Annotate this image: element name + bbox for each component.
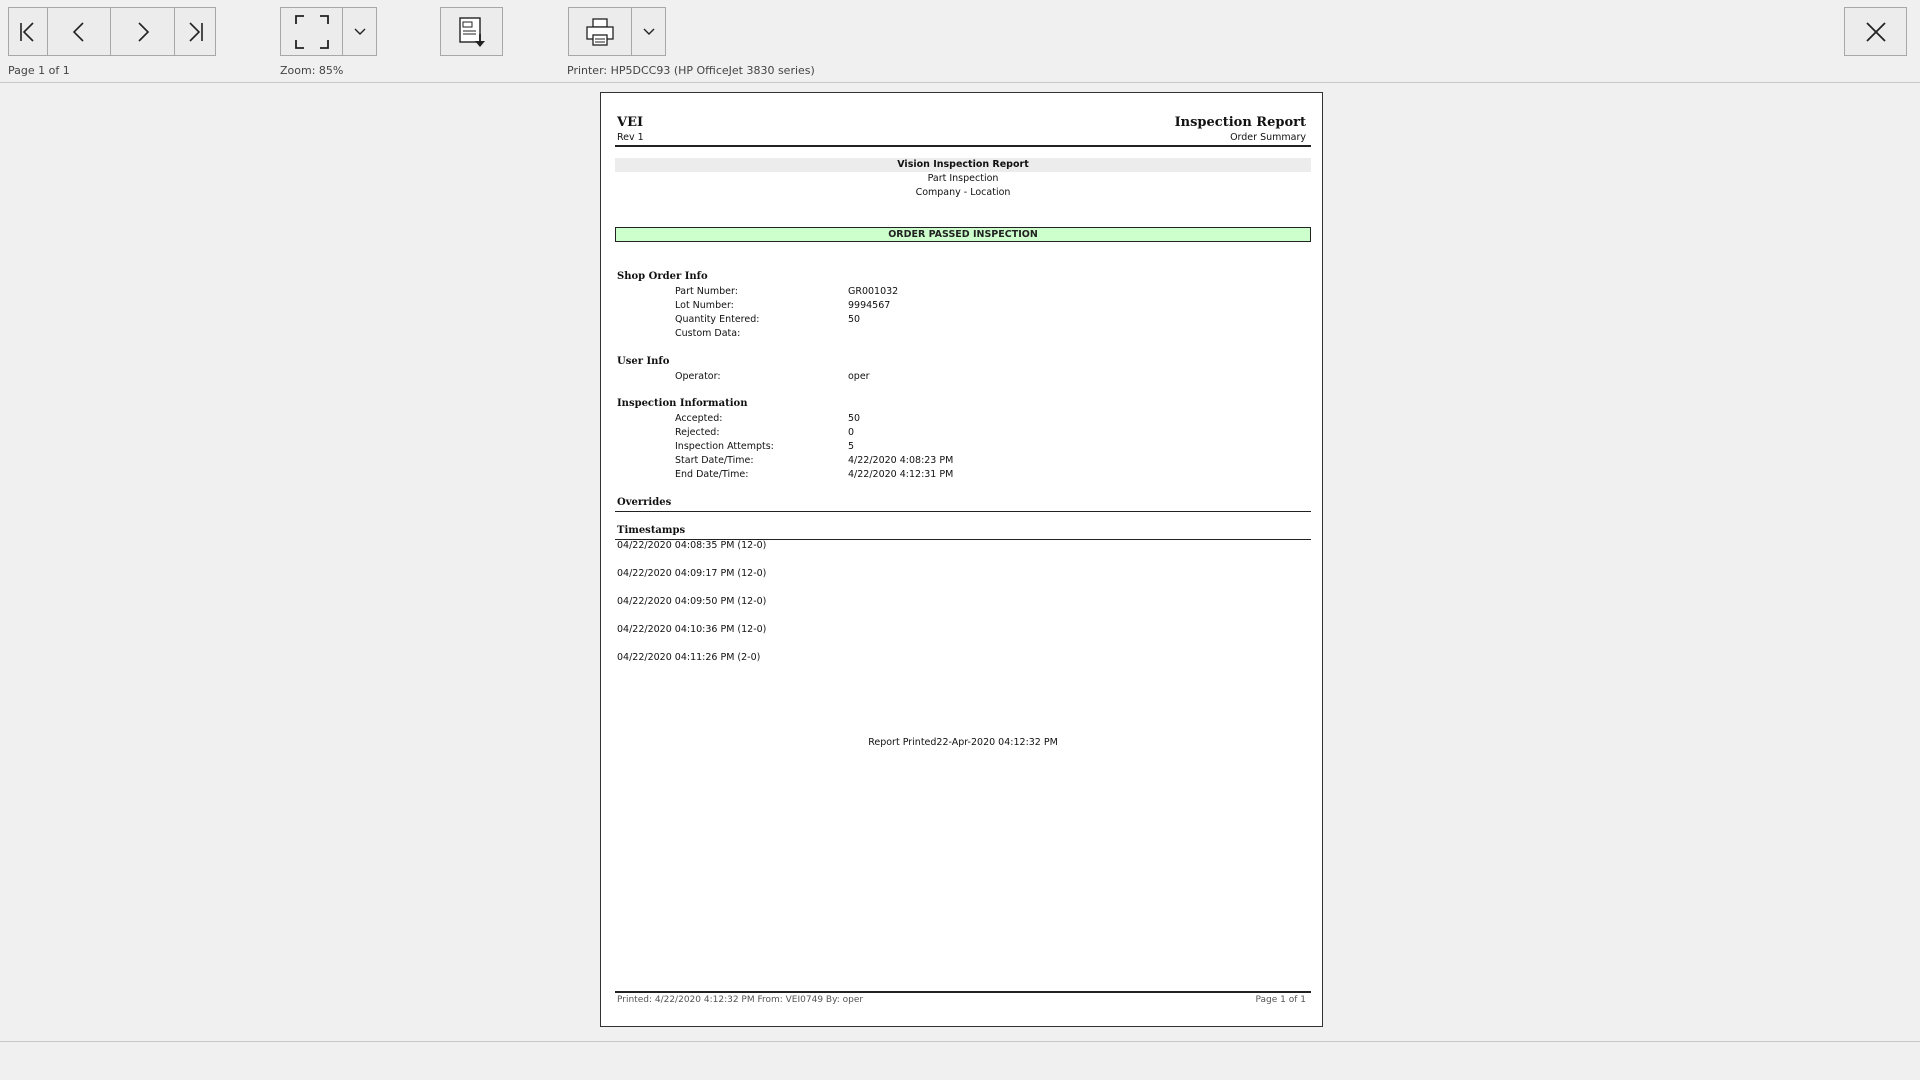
field-value: GR001032 bbox=[848, 286, 899, 297]
field-value: oper bbox=[848, 371, 870, 382]
field-value: 50 bbox=[848, 314, 861, 325]
next-page-icon bbox=[132, 21, 154, 43]
field-label: End Date/Time: bbox=[675, 469, 749, 480]
timestamp-entry: 04/22/2020 04:09:50 PM (12-0) bbox=[617, 596, 767, 607]
fit-page-icon bbox=[294, 14, 330, 50]
previous-page-icon bbox=[68, 21, 90, 43]
field-value: 4/22/2020 4:08:23 PM bbox=[848, 455, 954, 466]
timestamp-entry: 04/22/2020 04:08:35 PM (12-0) bbox=[617, 540, 767, 551]
field-value: 50 bbox=[848, 413, 861, 424]
header-report-subtitle: Order Summary bbox=[1230, 132, 1306, 143]
chevron-down-icon bbox=[643, 28, 655, 36]
field-label: Accepted: bbox=[675, 413, 723, 424]
timestamp-entry: 04/22/2020 04:11:26 PM (2-0) bbox=[617, 652, 761, 663]
first-page-icon bbox=[17, 21, 39, 43]
field-label: Rejected: bbox=[675, 427, 720, 438]
status-bar bbox=[0, 1041, 1920, 1080]
export-icon bbox=[457, 16, 487, 48]
section-inspection-info: Inspection Information bbox=[617, 398, 748, 409]
toolbar bbox=[0, 0, 1920, 83]
field-label: Inspection Attempts: bbox=[675, 441, 774, 452]
section-timestamps: Timestamps bbox=[617, 525, 686, 536]
footer-print-info: Printed: 4/22/2020 4:12:32 PM From: VEI0749 By: oper bbox=[617, 995, 864, 1005]
next-page-button[interactable] bbox=[110, 7, 175, 56]
field-value: 5 bbox=[848, 441, 855, 452]
chevron-down-icon bbox=[354, 28, 366, 36]
field-label: Operator: bbox=[675, 371, 721, 382]
footer-page-number: Page 1 of 1 bbox=[1255, 995, 1306, 1005]
report-subtitle: Part Inspection bbox=[927, 173, 999, 184]
field-value: 0 bbox=[848, 427, 855, 438]
zoom-indicator: Zoom: 85% bbox=[280, 64, 344, 77]
print-button[interactable] bbox=[568, 7, 632, 56]
close-icon bbox=[1864, 20, 1888, 44]
field-value: 4/22/2020 4:12:31 PM bbox=[848, 469, 954, 480]
overrides-divider bbox=[615, 511, 1311, 512]
field-label: Lot Number: bbox=[675, 300, 734, 311]
report-title: Vision Inspection Report bbox=[897, 159, 1029, 170]
status-banner: ORDER PASSED INSPECTION bbox=[615, 227, 1311, 242]
header-company: VEI bbox=[617, 115, 644, 130]
printer-dropdown-button[interactable] bbox=[631, 7, 666, 56]
close-button[interactable] bbox=[1844, 7, 1907, 56]
page-indicator: Page 1 of 1 bbox=[8, 64, 70, 77]
header-divider bbox=[615, 145, 1311, 147]
report-location: Company - Location bbox=[915, 187, 1011, 198]
fit-page-button[interactable] bbox=[280, 7, 343, 56]
section-shop-order: Shop Order Info bbox=[617, 271, 708, 282]
footer-divider bbox=[615, 991, 1311, 993]
header-report-title: Inspection Report bbox=[1174, 115, 1306, 130]
section-overrides: Overrides bbox=[617, 497, 672, 508]
last-page-button[interactable] bbox=[174, 7, 216, 56]
section-user-info: User Info bbox=[617, 356, 670, 367]
timestamp-entry: 04/22/2020 04:09:17 PM (12-0) bbox=[617, 568, 767, 579]
first-page-button[interactable] bbox=[8, 7, 48, 56]
previous-page-button[interactable] bbox=[47, 7, 111, 56]
zoom-dropdown-button[interactable] bbox=[342, 7, 377, 56]
printer-indicator: Printer: HP5DCC93 (HP OfficeJet 3830 series) bbox=[567, 64, 815, 77]
last-page-icon bbox=[184, 21, 206, 43]
field-value: 9994567 bbox=[848, 300, 891, 311]
export-button[interactable] bbox=[440, 7, 503, 56]
printer-icon bbox=[585, 17, 615, 47]
field-label: Quantity Entered: bbox=[675, 314, 760, 325]
field-label: Part Number: bbox=[675, 286, 738, 297]
report-page bbox=[600, 92, 1323, 1027]
header-revision: Rev 1 bbox=[617, 132, 644, 143]
field-label: Custom Data: bbox=[675, 328, 741, 339]
timestamp-entry: 04/22/2020 04:10:36 PM (12-0) bbox=[617, 624, 767, 635]
field-label: Start Date/Time: bbox=[675, 455, 754, 466]
report-printed-line: Report Printed22-Apr-2020 04:12:32 PM bbox=[868, 737, 1058, 748]
